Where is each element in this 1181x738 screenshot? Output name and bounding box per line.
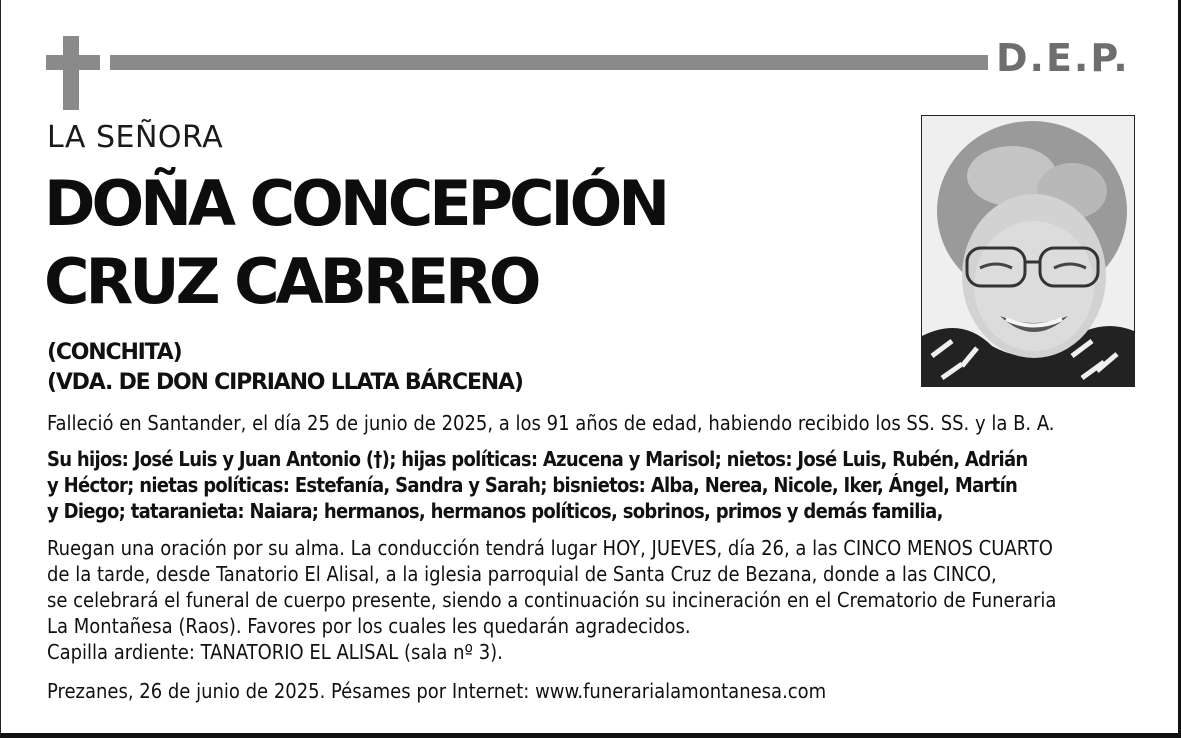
death-announcement (47, 410, 1157, 436)
deceased-name (44, 165, 666, 321)
family-line: Su hijos: José Luis y Juan Antonio (†); hijas políticas: Azucena y Marisol; nietos: José Luis, Rubén, Adrián (47, 447, 1028, 471)
dep-label: D.E.P. (996, 36, 1130, 80)
notice-intro: LA SEÑORA (47, 120, 224, 155)
name-line: DOÑA CONCEPCIÓN (44, 167, 667, 240)
service-line: de la tarde, desde Tanatorio El Alisal, a la iglesia parroquial de Santa Cruz de Bezana, donde a las CINCO, (47, 562, 997, 586)
service-line: La Montañesa (Raos). Favores por los cuales les quedarán agradecidos. (47, 614, 691, 638)
service-details (47, 535, 1157, 665)
footer-text: Prezanes, 26 de junio de 2025. Pésames por Internet: www.funerarialamontanesa.com (47, 679, 827, 703)
death-text: Falleció en Santander, el día 25 de junio de 2025, a los 91 años de edad, habiendo recibido los SS. SS. y la B. A. (47, 411, 1055, 435)
cross-icon (46, 36, 100, 110)
family-line: y Diego; tataranieta: Naiara; hermanos, hermanos políticos, sobrinos, primos y demás familia, (47, 499, 943, 523)
notice-footer (47, 678, 1157, 704)
widow-of: (VDA. DE DON CIPRIANO LLATA BÁRCENA) (47, 370, 523, 395)
portrait-photo (921, 115, 1135, 387)
header-rule (110, 55, 988, 70)
family-line: y Héctor; nietas políticas: Estefanía, Sandra y Sarah; bisnietos: Alba, Nerea, Nicole, Iker, Ángel, Martín (47, 473, 1018, 497)
family-list (47, 446, 1157, 524)
name-line: CRUZ CABRERO (44, 245, 538, 318)
nickname: (CONCHITA) (47, 340, 182, 365)
service-line: se celebrará el funeral de cuerpo presente, siendo a continuación su incineración en el Crematorio de Funeraria (47, 588, 1057, 612)
nickname-block (47, 338, 523, 398)
service-line: Ruegan una oración por su alma. La conducción tendrá lugar HOY, JUEVES, día 26, a las CINCO MENOS CUARTO (47, 536, 1053, 560)
service-line: Capilla ardiente: TANATORIO EL ALISAL (sala nº 3). (47, 640, 503, 664)
